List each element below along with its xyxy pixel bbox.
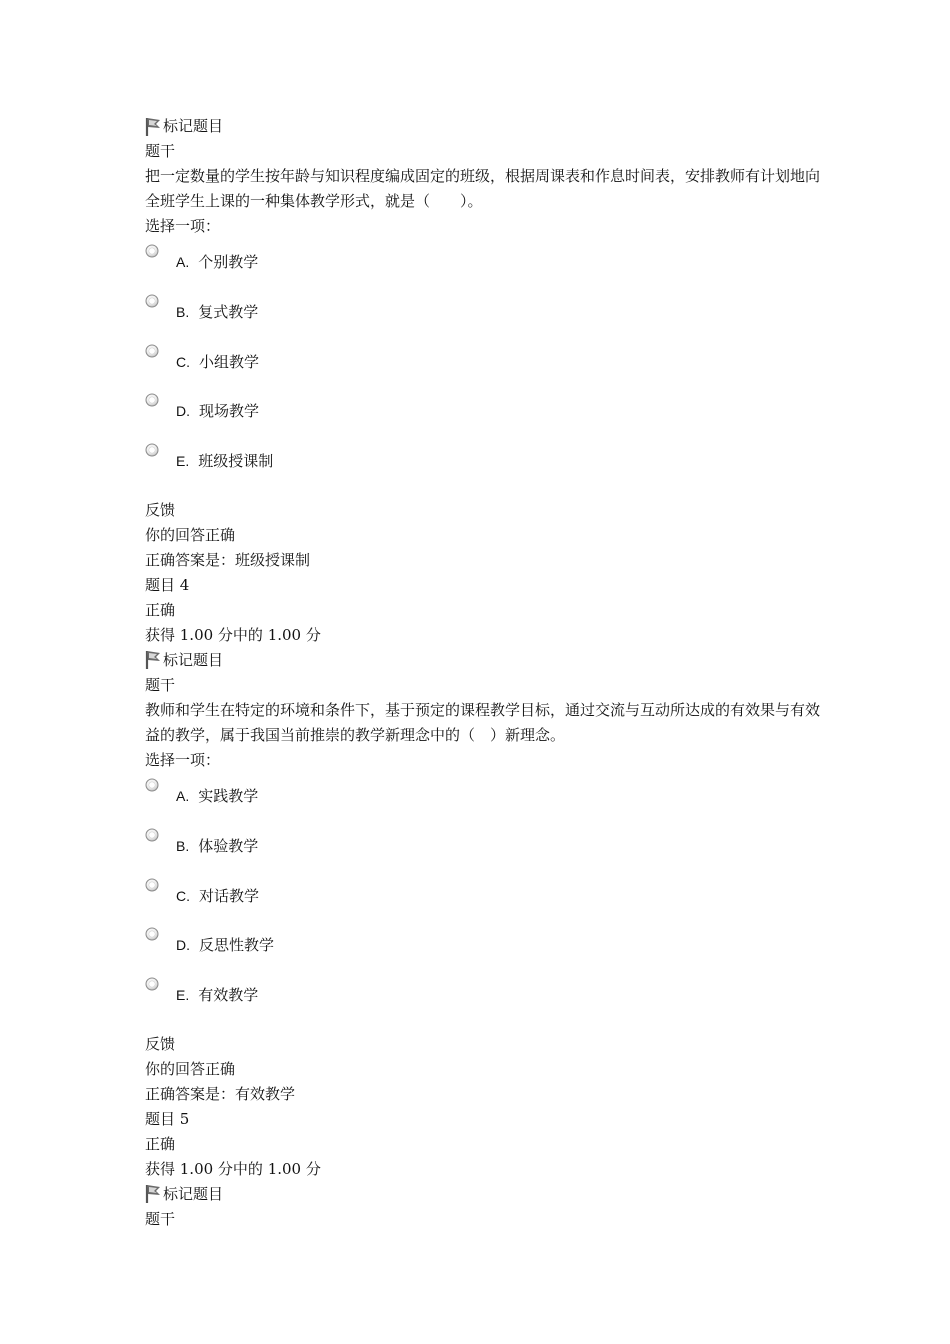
feedback-text: 你的回答正确: [145, 1059, 236, 1078]
feedback-heading: 反馈: [145, 500, 176, 519]
radio-icon[interactable]: [145, 828, 159, 842]
option-letter: C.: [176, 353, 190, 370]
question-4: [145, 573, 825, 1107]
question-number: 题目 4: [145, 575, 190, 594]
option-a[interactable]: [145, 777, 825, 827]
flag-icon: [145, 117, 162, 137]
radio-icon[interactable]: [145, 977, 159, 991]
question-status: 正确: [145, 1134, 176, 1153]
option-text: 复式教学: [198, 302, 259, 321]
option-letter: E.: [176, 453, 190, 470]
option-text: 体验教学: [198, 836, 259, 855]
option-e[interactable]: [145, 442, 825, 492]
question-stem: 教师和学生在特定的环境和条件下，基于预定的课程教学目标，通过交流与互动所达成的有效果与有效益的教学，属于我国当前推崇的教学新理念中的（ ）新理念。: [145, 700, 821, 744]
radio-icon[interactable]: [145, 927, 159, 941]
choose-prompt: 选择一项：: [145, 750, 221, 769]
stem-heading: 题干: [145, 142, 176, 160]
radio-icon[interactable]: [145, 443, 159, 457]
option-b[interactable]: [145, 293, 825, 343]
option-c[interactable]: [145, 343, 825, 393]
option-d[interactable]: [145, 392, 825, 442]
option-text: 个别教学: [198, 253, 259, 271]
radio-icon[interactable]: [145, 294, 159, 308]
feedback-heading: 反馈: [145, 1034, 176, 1053]
option-text: 班级授课制: [198, 452, 274, 471]
option-letter: D.: [176, 403, 190, 420]
feedback-text: 你的回答正确: [145, 525, 236, 544]
option-b[interactable]: [145, 827, 825, 877]
question-score: 获得 1.00 分中的 1.00 分: [145, 1159, 321, 1178]
radio-icon[interactable]: [145, 344, 159, 358]
option-letter: A.: [176, 254, 190, 270]
flag-question-button[interactable]: [145, 1182, 825, 1207]
option-letter: A.: [176, 787, 190, 804]
correct-answer: 正确答案是：班级授课制: [145, 550, 311, 569]
question-status: 正确: [145, 600, 176, 619]
flag-icon: [145, 1184, 162, 1204]
option-a[interactable]: [145, 243, 825, 293]
stem-heading: 题干: [145, 1209, 176, 1228]
quiz-review-page: [145, 114, 825, 1232]
option-letter: C.: [176, 887, 190, 904]
option-text: 小组教学: [199, 352, 260, 371]
option-list: [145, 243, 825, 492]
question-stem: 把一定数量的学生按年龄与知识程度编成固定的班级，根据周课表和作息时间表，安排教师有计划地向全班学生上课的一种集体教学形式，就是（ ）。: [145, 167, 821, 210]
option-list: [145, 777, 825, 1026]
question-3: [145, 114, 825, 573]
choose-prompt: 选择一项：: [145, 217, 221, 235]
flag-label: 标记题目: [163, 650, 224, 669]
option-letter: B.: [176, 303, 190, 320]
option-d[interactable]: [145, 926, 825, 976]
radio-icon[interactable]: [145, 244, 159, 258]
question-score: 获得 1.00 分中的 1.00 分: [145, 625, 321, 644]
flag-question-button[interactable]: [145, 114, 825, 139]
question-5: [145, 1107, 825, 1232]
option-c[interactable]: [145, 877, 825, 927]
flag-label: 标记题目: [163, 1184, 224, 1203]
question-number: 题目 5: [145, 1109, 190, 1128]
flag-label: 标记题目: [163, 117, 224, 135]
option-letter: D.: [176, 937, 190, 954]
option-text: 对话教学: [199, 886, 260, 905]
option-letter: E.: [176, 987, 190, 1004]
option-text: 有效教学: [198, 986, 259, 1005]
option-letter: B.: [176, 837, 190, 854]
correct-answer: 正确答案是：有效教学: [145, 1084, 296, 1103]
radio-icon[interactable]: [145, 878, 159, 892]
flag-question-button[interactable]: [145, 648, 825, 673]
option-e[interactable]: [145, 976, 825, 1026]
flag-icon: [145, 650, 162, 670]
option-text: 反思性教学: [199, 936, 275, 955]
stem-heading: 题干: [145, 675, 176, 694]
radio-icon[interactable]: [145, 393, 159, 407]
option-text: 实践教学: [198, 786, 259, 805]
option-text: 现场教学: [199, 402, 260, 421]
radio-icon[interactable]: [145, 778, 159, 792]
